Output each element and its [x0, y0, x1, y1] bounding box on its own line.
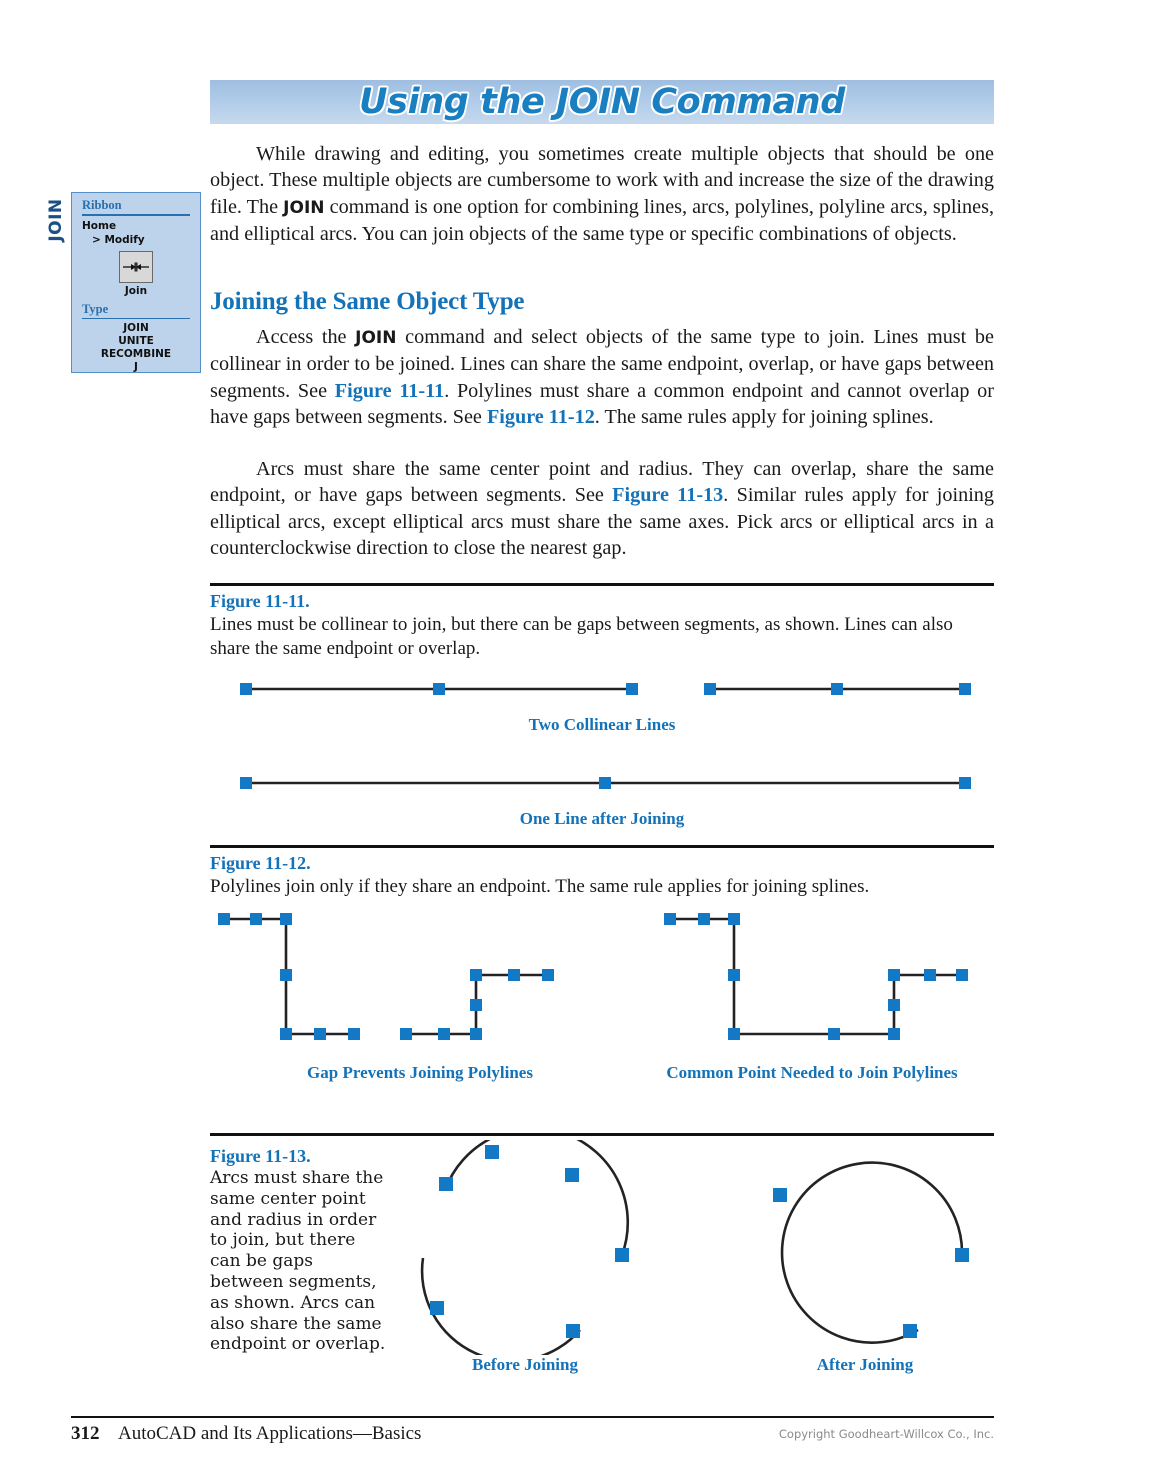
type-value: JOIN	[123, 322, 149, 335]
paragraph-block-2	[210, 324, 994, 431]
figure-11-13-label-2: After Joining	[816, 1355, 914, 1374]
paragraph-same-object-type	[210, 324, 994, 431]
figure-number: Figure 11-13.	[210, 1146, 311, 1166]
join-icon-label: Join	[124, 284, 148, 297]
inline-command-join: JOIN	[283, 197, 325, 218]
paragraph-intro	[210, 141, 994, 248]
page-number: 312	[71, 1423, 100, 1444]
paragraph-text: . The same rules apply for joining splines.	[594, 406, 934, 429]
figure-caption: Arcs must share the same center point and radius in order to join, but there can be gaps between segments, as shown. Arcs can also share the same endpoint or overlap.	[210, 1168, 386, 1355]
ribbon-path-modify: > Modify	[92, 233, 145, 246]
section-heading-block	[210, 288, 994, 316]
command-reference-box	[71, 192, 201, 373]
paragraph-text: Arcs must share the same center point and radius. They can overlap, share the same endpoint, or have gaps between segments. See	[210, 458, 994, 507]
figure-11-12-art	[210, 907, 994, 1057]
book-title: AutoCAD and Its Applications—Basics	[118, 1423, 422, 1444]
figure-rule	[210, 845, 994, 848]
figure-cross-reference[interactable]: Figure 11-12	[486, 406, 595, 429]
paragraph-text: Access the	[256, 326, 356, 348]
paragraph-text: . Polylines must share a common endpoint and cannot overlap or have gaps between segments. See	[210, 379, 994, 429]
paragraph-text: While drawing and editing, you sometimes create multiple objects that should be one object. These multiple objects are cumbersome to work with and increase the size of the drawing file. The	[210, 143, 994, 218]
figure-11-11-art-two-lines	[210, 671, 994, 707]
figure-caption: Lines must be collinear to join, but there can be gaps between segments, as shown. Lines can also share the same endpoint or overlap.	[210, 614, 953, 659]
ribbon-path-home: Home	[82, 219, 117, 232]
paragraph-text: command and select objects of the same type to join. Lines must be collinear in order to be joined. Lines can share the same endpoint, overlap, or have gaps between segments. See	[210, 326, 994, 402]
footer-divider	[71, 1416, 994, 1418]
paragraph-text: . Similar rules apply for joining elliptical arcs, except elliptical arcs must share the same axes. Pick arcs or elliptical arcs in a counterclockwise direction to close the nearest gap.	[210, 484, 994, 560]
figure-cross-reference[interactable]: Figure 11-13	[612, 484, 724, 507]
type-value: RECOMBINE	[100, 348, 172, 361]
figure-11-13-art-before	[400, 1140, 660, 1355]
figure-caption: Polylines join only if they share an endpoint. The same rule applies for joining splines.	[210, 876, 870, 897]
figure-11-13-art-after	[740, 1140, 1000, 1355]
intro-paragraph-block	[210, 141, 994, 248]
figure-11-11-art-one-line	[210, 765, 994, 801]
ribbon-heading: Ribbon	[82, 198, 122, 212]
figure-11-12	[210, 845, 994, 1083]
type-divider	[82, 318, 190, 320]
ribbon-divider	[82, 214, 190, 216]
figure-11-11-label-1: Two Collinear Lines	[528, 715, 676, 734]
section-heading: Joining the Same Object Type	[210, 288, 525, 315]
paragraph-text: command is one option for combining lines, arcs, polylines, polyline arcs, splines, and elliptical arcs. You can join objects of the same type or specific combinations of objects.	[210, 195, 994, 246]
paragraph-arcs	[210, 456, 994, 562]
figure-number: Figure 11-12.	[210, 853, 311, 873]
join-icon[interactable]	[119, 251, 153, 283]
paragraph-block-3	[210, 456, 994, 562]
page-title: Using the JOIN Command	[359, 82, 845, 122]
type-value: UNITE	[118, 335, 154, 348]
inline-command-join: JOIN	[355, 328, 397, 348]
figure-11-12-label-1: Gap Prevents Joining Polylines	[307, 1063, 533, 1082]
figure-11-13-caption-block	[210, 1141, 390, 1355]
figure-11-11-label-2: One Line after Joining	[519, 809, 685, 828]
command-tab-label: JOIN	[46, 198, 66, 242]
figure-11-11	[210, 583, 994, 829]
copyright-notice: Copyright Goodheart-Willcox Co., Inc.	[778, 1427, 994, 1441]
type-heading: Type	[82, 301, 109, 316]
command-tab	[44, 190, 68, 250]
figure-11-12-label-2: Common Point Needed to Join Polylines	[666, 1063, 958, 1082]
figure-11-13	[210, 1133, 994, 1136]
type-value: J	[134, 361, 138, 374]
figure-11-12-labels	[210, 1063, 994, 1083]
figure-number: Figure 11-11.	[210, 591, 310, 611]
figure-cross-reference[interactable]: Figure 11-11	[334, 379, 445, 402]
figure-11-13-label-1: Before Joining	[472, 1355, 578, 1374]
figure-rule	[210, 1133, 994, 1136]
figure-rule	[210, 583, 994, 586]
